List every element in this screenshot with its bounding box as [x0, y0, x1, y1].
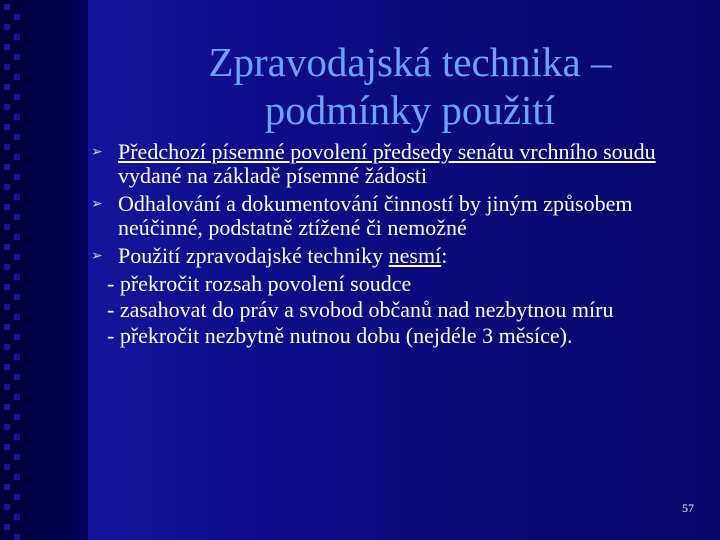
slide-content [85, 140, 715, 350]
decorative-square [14, 254, 20, 260]
slide-title-line-2: podmínky použití [264, 87, 556, 133]
decorative-square [4, 524, 10, 530]
decorative-square [4, 104, 10, 110]
decorative-square [14, 474, 20, 480]
decorative-square [4, 264, 10, 270]
decorative-square [14, 274, 20, 280]
decorative-square [4, 444, 10, 450]
decorative-square [14, 74, 20, 80]
bullet-3-underlined-text: nesmí [388, 243, 442, 268]
decorative-square [4, 364, 10, 370]
decorative-square [4, 44, 10, 50]
decorative-square [4, 424, 10, 430]
decorative-square [4, 464, 10, 470]
decorative-square [14, 114, 20, 120]
decorative-square [14, 334, 20, 340]
bullet-3-text-before: Použití zpravodajské techniky [118, 243, 389, 268]
decorative-square [14, 394, 20, 400]
decorative-square [14, 134, 20, 140]
decorative-square [4, 404, 10, 410]
decorative-square [14, 154, 20, 160]
decorative-square-pattern [0, 0, 28, 540]
decorative-square [14, 54, 20, 60]
decorative-square [14, 194, 20, 200]
slide-title-line-1: Zpravodajská technika – [208, 39, 612, 85]
bullet-item-1 [85, 140, 715, 188]
decorative-square [4, 124, 10, 130]
decorative-square [14, 174, 20, 180]
bullet-2-text: Odhalování a dokumentování činností by jiným způsobem neúčinné, podstatně ztížené či nemožné [118, 191, 633, 240]
decorative-square [4, 244, 10, 250]
slide-number: 57 [682, 501, 694, 515]
decorative-square [4, 64, 10, 70]
decorative-square [14, 354, 20, 360]
decorative-square [14, 494, 20, 500]
decorative-square [4, 484, 10, 490]
decorative-square [4, 24, 10, 30]
decorative-square [4, 284, 10, 290]
arrow-bullet-icon: ➢ [91, 249, 103, 264]
decorative-square [4, 304, 10, 310]
sub-item-2: - zasahovat do práv a svobod občanů nad nezbytnou míru [107, 297, 614, 322]
decorative-square [4, 504, 10, 510]
arrow-bullet-icon: ➢ [91, 145, 103, 160]
decorative-square [14, 314, 20, 320]
decorative-square [14, 434, 20, 440]
decorative-square [4, 324, 10, 330]
decorative-square [4, 84, 10, 90]
decorative-square [14, 294, 20, 300]
decorative-square [14, 414, 20, 420]
decorative-square [14, 94, 20, 100]
bullet-3-text-after: : [441, 243, 448, 268]
decorative-square [4, 164, 10, 170]
decorative-square [14, 14, 20, 20]
decorative-square [14, 34, 20, 40]
bullet-1-underlined-text: Předchozí písemné povolení předsedy senátu vrchního soudu [118, 139, 656, 164]
decorative-square [14, 234, 20, 240]
decorative-square [14, 374, 20, 380]
decorative-square [4, 384, 10, 390]
bullet-item-3 [85, 244, 715, 268]
bullet-item-2 [85, 192, 715, 240]
slide-title [110, 38, 710, 134]
decorative-square [14, 514, 20, 520]
decorative-square [14, 454, 20, 460]
decorative-square [4, 184, 10, 190]
decorative-square [4, 344, 10, 350]
arrow-bullet-icon: ➢ [91, 197, 103, 212]
sub-item-3: - překročit nezbytně nutnou dobu (nejdéle 3 měsíce). [107, 323, 573, 348]
decorative-square [4, 144, 10, 150]
decorative-square [14, 534, 20, 540]
decorative-square [4, 204, 10, 210]
bullet-1-text: vydané na základě písemné žádosti [118, 163, 428, 188]
decorative-square [14, 214, 20, 220]
decorative-square [4, 4, 10, 10]
sub-item-1: - překročit rozsah povolení soudce [107, 271, 412, 296]
decorative-square [4, 224, 10, 230]
